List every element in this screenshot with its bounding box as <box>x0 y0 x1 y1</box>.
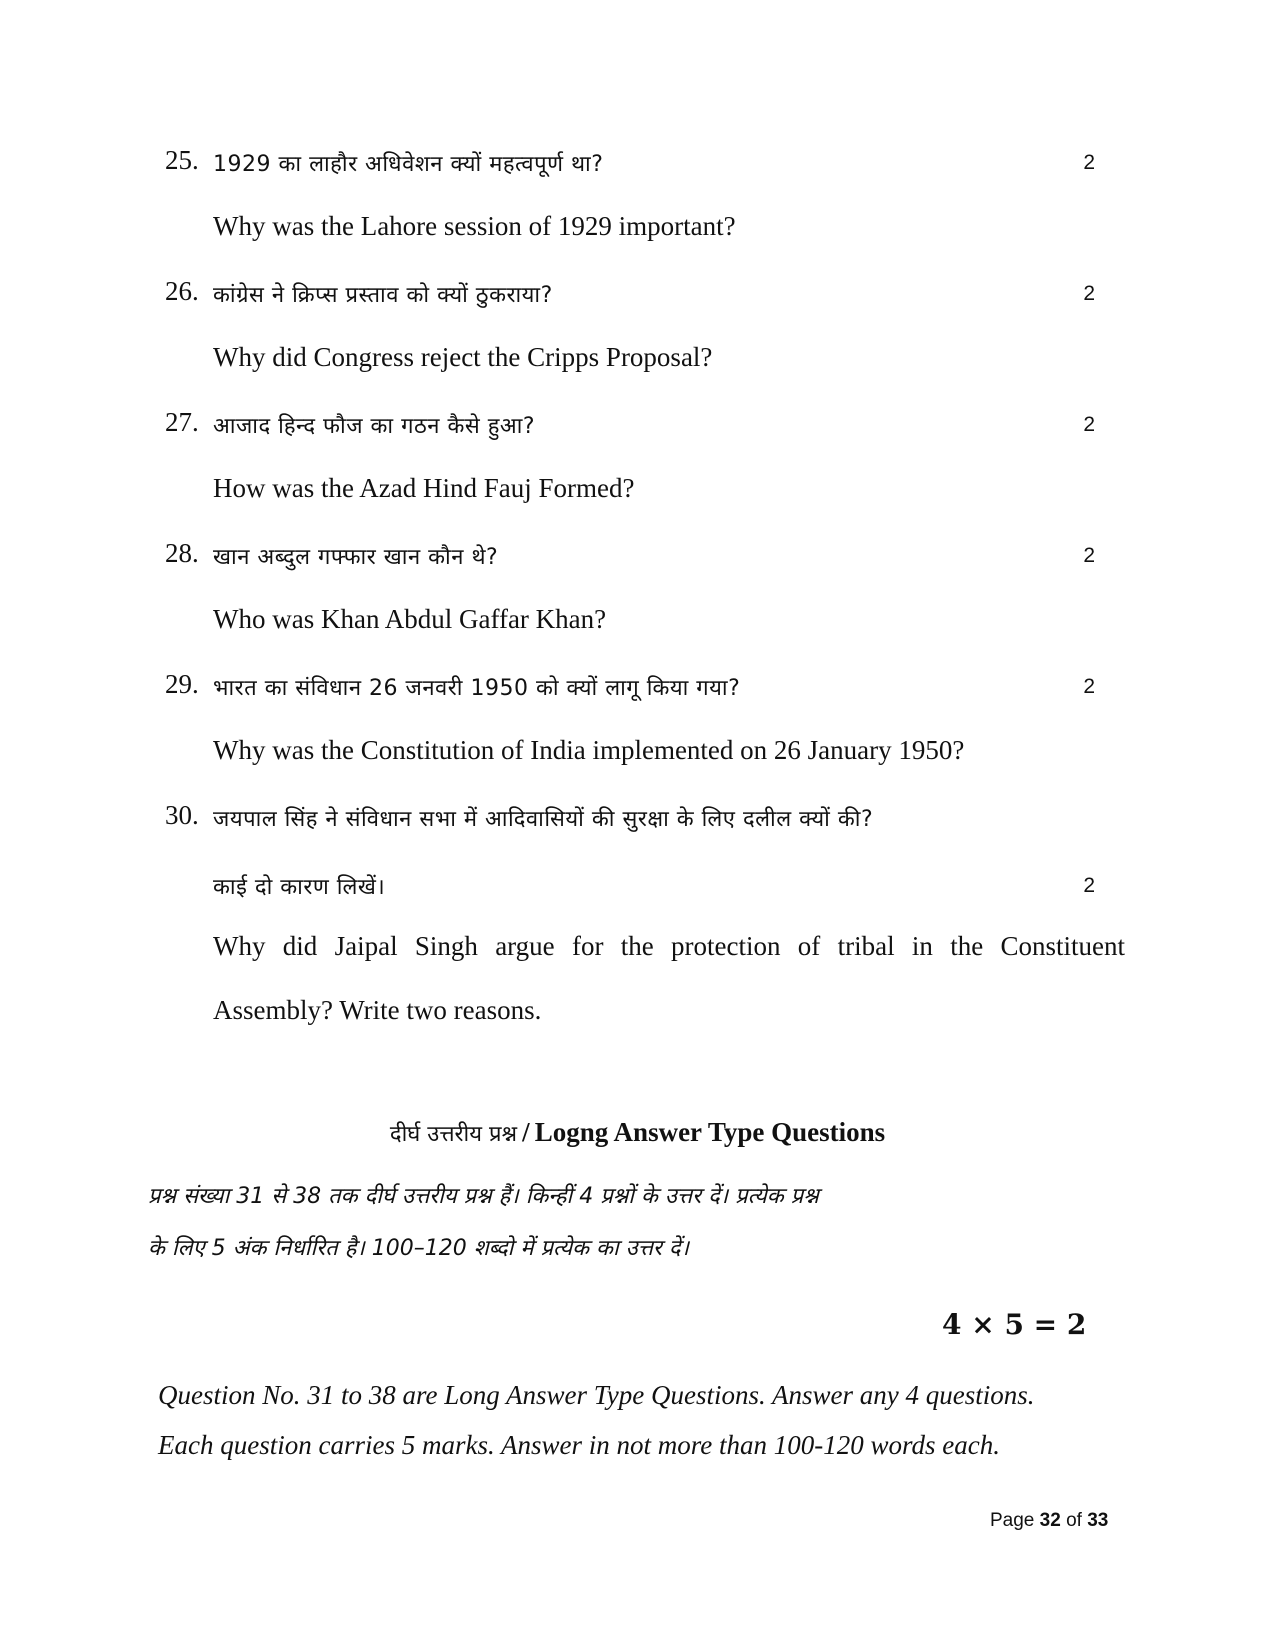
page-footer <box>990 1510 1108 1532</box>
section-title-hindi: दीर्घ उत्तरीय प्रश्न <box>389 1122 518 1147</box>
question-hindi: जयपाल सिंह ने संविधान सभा में आदिवासियों की सुरक्षा के लिए दलील क्यों की? <box>213 807 874 832</box>
instruction-hindi-line2: के लिए 5 अंक निर्धारित है। 100–120 शब्दो में प्रत्येक का उत्तर दें। <box>148 1236 689 1261</box>
marks-formula: 4 × 5 = 2 <box>942 1308 1087 1341</box>
question-marks: 2 <box>1083 675 1095 698</box>
question-29 <box>165 669 1095 709</box>
question-25 <box>165 145 1095 185</box>
question-28 <box>165 538 1095 578</box>
question-26-english: Why did Congress reject the Cripps Proposal? <box>213 342 713 372</box>
instruction-hindi-line1: प्रश्न संख्या 31 से 38 तक दीर्घ उत्तरीय प्रश्न हैं। किन्हीं 4 प्रश्नों के उत्तर दें। प्रत्येक प्रश्न <box>148 1184 819 1209</box>
question-number: 25. <box>165 145 199 175</box>
question-number: 27. <box>165 407 199 437</box>
question-30 <box>165 800 1095 840</box>
question-hindi: भारत का संविधान 26 जनवरी 1950 को क्यों लागू किया गया? <box>213 676 741 701</box>
question-29-english: Why was the Constitution of India implemented on 26 January 1950? <box>213 735 965 765</box>
question-marks: 2 <box>1083 151 1095 174</box>
question-30-english-line2: Assembly? Write two reasons. <box>213 995 542 1025</box>
page-of: of <box>1066 1510 1082 1531</box>
question-marks: 2 <box>1083 413 1095 436</box>
question-number: 28. <box>165 538 199 568</box>
question-marks: 2 <box>1083 282 1095 305</box>
question-marks: 2 <box>1083 874 1095 897</box>
instruction-english-line2: Each question carries 5 marks. Answer in not more than 100-120 words each. <box>158 1430 1000 1460</box>
question-hindi: 1929 का लाहौर अधिवेशन क्यों महत्वपूर्ण था? <box>213 152 604 177</box>
question-number: 29. <box>165 669 199 699</box>
question-27 <box>165 407 1095 447</box>
page-current: 32 <box>1039 1510 1061 1531</box>
question-26 <box>165 276 1095 316</box>
section-heading <box>0 1117 1275 1148</box>
question-25-english: Why was the Lahore session of 1929 important? <box>213 211 736 241</box>
question-30-line2 <box>165 868 1095 908</box>
question-number: 30. <box>165 800 199 830</box>
question-28-english: Who was Khan Abdul Gaffar Khan? <box>213 604 607 634</box>
question-marks: 2 <box>1083 544 1095 567</box>
question-number: 26. <box>165 276 199 306</box>
question-hindi: खान अब्दुल गफ्फार खान कौन थे? <box>213 545 499 570</box>
page-label: Page <box>990 1510 1035 1531</box>
question-hindi: कांग्रेस ने क्रिप्स प्रस्ताव को क्यों ठुकराया? <box>213 283 553 308</box>
section-title-separator: / <box>522 1117 530 1147</box>
section-title-english: Logng Answer Type Questions <box>534 1117 886 1147</box>
instruction-english-line1: Question No. 31 to 38 are Long Answer Type Questions. Answer any 4 questions. <box>158 1380 1035 1410</box>
question-hindi-line2: काई दो कारण लिखें। <box>213 875 386 900</box>
question-27-english: How was the Azad Hind Fauj Formed? <box>213 473 635 503</box>
question-30-english: Why did Jaipal Singh argue for the protection of tribal in the Constituent <box>213 931 1125 961</box>
page-total: 33 <box>1087 1510 1109 1531</box>
question-hindi: आजाद हिन्द फौज का गठन कैसे हुआ? <box>213 414 536 439</box>
